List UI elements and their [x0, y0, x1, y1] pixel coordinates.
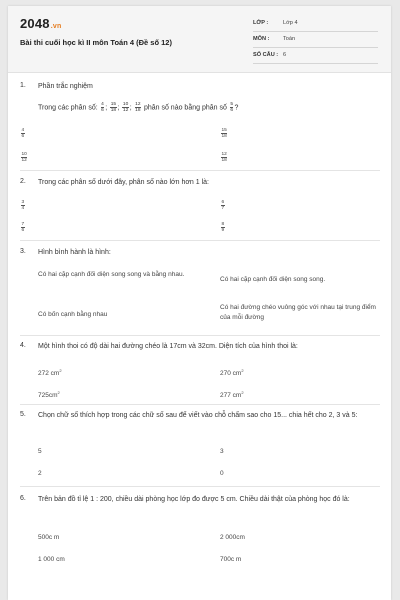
divider	[20, 170, 380, 171]
divider	[20, 335, 380, 336]
option-a[interactable]: $\frac{3}{4}$	[21, 200, 25, 211]
meta-subject-row	[253, 33, 378, 48]
option-c[interactable]: 1 000 cm	[38, 556, 65, 563]
option-b[interactable]: 2 000cm	[220, 534, 245, 541]
meta-class-value: Lớp 4	[283, 20, 298, 26]
option-c[interactable]: Có bốn cạnh bằng nhau	[38, 311, 108, 318]
meta-count-value: 6	[283, 52, 287, 58]
question-number: 3.	[20, 248, 26, 255]
question-number: 4.	[20, 342, 26, 349]
target-fraction: $\frac{5}{6}$	[230, 102, 233, 113]
meta-class-row	[253, 17, 378, 32]
meta-subject-value: Toán	[283, 36, 296, 42]
option-a[interactable]: $\frac{4}{6}$	[21, 128, 25, 139]
exam-header	[8, 6, 391, 73]
option-a[interactable]: 272 $cm^2$	[38, 368, 62, 378]
option-d[interactable]: $\frac{8}{9}$	[221, 222, 225, 233]
option-d[interactable]: 700c m	[220, 556, 242, 563]
section-title: Phần trắc nghiệm	[38, 83, 93, 90]
meta-count-row	[253, 49, 378, 64]
question-text: Trong các phân số: $\frac{4}{6}$ ; $\frac{15}{18}$ ; $\frac{10}{12}$ ; $\frac{12}{18}$ phân số nào bằng phân số $\frac{5}{6}$ ?	[38, 102, 239, 113]
exam-page	[8, 6, 391, 600]
option-c[interactable]: $\frac{10}{12}$	[21, 152, 27, 163]
meta-subject-label: MÔN :	[253, 36, 270, 42]
logo-text: 2048	[20, 16, 50, 31]
question-text: Chọn chữ số thích hợp trong các chữ số sau để viết vào chỗ chấm sao cho 15... chia hết cho 2, 3 và 5:	[38, 412, 358, 419]
option-b[interactable]: Có hai cặp cạnh đối diện song song.	[220, 276, 326, 283]
option-c[interactable]: $725cm^2$	[38, 390, 60, 400]
divider	[20, 486, 380, 487]
option-d[interactable]: Có hai đường chéo vuông góc với nhau tại trung điểm của mỗi đường	[220, 304, 376, 321]
option-a[interactable]: Có hai cặp cạnh đối diện song song và bằng nhau.	[38, 271, 185, 278]
meta-class-label: LỚP :	[253, 20, 269, 26]
exam-title: Bài thi cuối học kì II môn Toán 4 (Đề số 12)	[20, 38, 172, 47]
fraction: $\frac{10}{12}$	[122, 102, 129, 113]
question-text-after: phân số nào bằng phân số	[143, 104, 227, 112]
fraction: $\frac{12}{18}$	[135, 102, 141, 113]
meta-count-label: SỐ CÂU :	[253, 52, 279, 58]
option-c[interactable]: 2	[38, 470, 42, 477]
question-text: Một hình thoi có độ dài hai đường chéo là 17cm và 32cm. Diện tích của hình thoi là:	[38, 343, 298, 350]
question-number: 5.	[20, 411, 26, 418]
question-text: Trong các phân số dưới đây, phân số nào lớn hơn 1 là:	[38, 179, 210, 186]
option-b[interactable]: $\frac{6}{7}$	[221, 200, 225, 211]
option-b[interactable]: 270 $cm^2$	[220, 368, 244, 378]
question-text: Trên bản đồ tỉ lệ 1 : 200, chiều dài phòng học lớp đo được 5 cm. Chiều dài thật của phòng học đó là:	[38, 496, 350, 503]
divider	[20, 240, 380, 241]
question-text: Hình bình hành là hình:	[38, 249, 111, 256]
divider	[20, 404, 380, 405]
question-number: 2.	[20, 178, 26, 185]
option-c[interactable]: $\frac{7}{6}$	[21, 222, 25, 233]
fraction: $\frac{4}{6}$	[101, 102, 104, 113]
logo-suffix: .vn	[50, 23, 62, 30]
fraction: $\frac{15}{18}$	[110, 102, 117, 113]
option-a[interactable]: 500c m	[38, 534, 60, 541]
option-b[interactable]: $\frac{15}{18}$	[221, 128, 227, 139]
question-number: 6.	[20, 495, 26, 502]
site-logo[interactable]	[20, 16, 61, 31]
option-a[interactable]: 5	[38, 448, 42, 455]
option-b[interactable]: 3	[220, 448, 224, 455]
option-d[interactable]: 0	[220, 470, 224, 477]
question-text-before: Trong các phân số:	[38, 104, 98, 112]
option-d[interactable]: 277 $cm^2$	[220, 390, 244, 400]
question-number: 1.	[20, 82, 26, 89]
option-d[interactable]: $\frac{12}{18}$	[221, 152, 227, 163]
